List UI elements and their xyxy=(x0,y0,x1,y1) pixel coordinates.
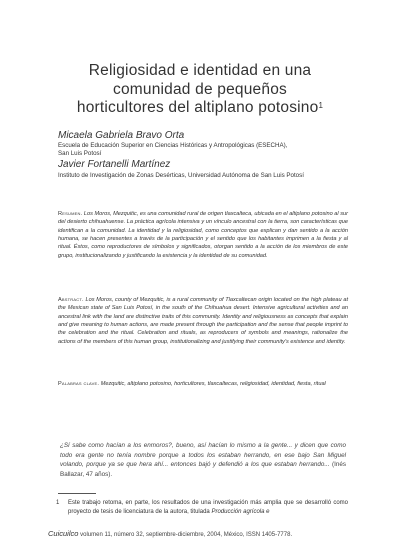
resumen-text: Los Moros, Mezquitic, es una comunidad rural de origen tlaxcalteca, ubicada en el altiplano potosino al sur del desierto chihuahuense. La práctica agrícola intensiva y un vínculo ancestral con la tierra, son características que identifican a la comunidad. La identidad y la religiosidad, como conceptos que explican y dan sentido a la acción humana, se hacen presentes a través de la participación y el sentido que los habitantes imprimen a la fiesta y al ritual. Éstos, como reproductores de símbolos y significados, otorgan sentido a la acción de los miembros de este grupo, institucionalizando y justificando la existencia y la identidad de su comunidad. xyxy=(58,211,348,259)
abstract-paragraph xyxy=(58,296,348,346)
author-affiliation-2 xyxy=(58,172,348,180)
abstract-text: Los Moros, county of Mezquitic, is a rural community of Tlaxcaltecan origin located on the high plateau at the Mexican state of San Luis Potosí, in the south of the Chihuahua desert. Intensive agricultural activities and an ancestral link with the land are distinctive traits of this community. Identity and religiousness as concepts that explain and give meaning to human actions, are made present through the participation and the sense that people imprint to the celebration and the ritual. Celebration and rituals, as reproducers of symbols and meanings, rationalize the actions of the members of this human group, institutionalizing and justifying their community's existence and identity. xyxy=(58,297,348,345)
epigraph-quote: ¿Sí sabe como hacían a los enmoros?, bueno, así hacían lo mismo a la gente... y dicen que como todo era gente no tenía nombre porque a todos los estaban herrando, en ese bajo San Miguel volando, porque ya se que hera ahí... entonces bajó y defendió a los que estaban herrando... xyxy=(60,442,346,469)
author-affiliation-1 xyxy=(58,142,348,159)
title-line-2: comunidad de pequeños xyxy=(113,80,287,98)
author-name-2: Javier Fortanelli Martínez xyxy=(58,159,171,170)
keywords-label: Palabras clave. xyxy=(58,381,100,387)
title-footnote-mark[interactable]: 1 xyxy=(318,101,324,110)
author-name-1: Micaela Gabriela Bravo Orta xyxy=(58,130,185,141)
footnote-italic-tail: Producción agrícola e xyxy=(211,509,270,515)
resumen-paragraph xyxy=(58,210,348,260)
affiliation-2-line-1: Instituto de Investigación de Zonas Desérticas, Universidad Autónoma de San Luis Potosí xyxy=(58,172,304,179)
title-line-3-text: horticultores del altiplano potosino xyxy=(76,99,319,116)
footnote-body xyxy=(58,499,348,517)
keywords-text: Mezquitic, altiplano potosino, horticultores, tlaxcaltecas, religiosidad, identidad, fiesta, ritual xyxy=(100,381,326,387)
footnote-divider xyxy=(58,493,96,494)
keywords-paragraph xyxy=(58,380,348,388)
page-footer xyxy=(48,530,368,539)
article-title xyxy=(40,62,360,118)
epigraph-attribution: (Inés Ballazar, 47 años). xyxy=(60,461,346,478)
journal-logo: Cuicuilco xyxy=(48,529,79,538)
affiliation-1-line-1: Escuela de Educación Superior en Ciencias Históricas y Antropológicas (ESECHA), xyxy=(58,142,288,149)
footnote xyxy=(58,499,348,517)
affiliation-1-line-2: San Luis Potosí xyxy=(58,150,102,158)
footnote-text: Este trabajo retoma, en parte, los resultados de una investigación más amplia que se desarrolló como proyecto de tesis de licenciatura de la autora, titulada xyxy=(68,500,348,515)
epigraph xyxy=(60,441,346,479)
abstract-label: Abstract. xyxy=(58,297,84,303)
resumen-label: Resumen. xyxy=(58,211,83,217)
footnote-number: 1 xyxy=(56,500,60,506)
title-line-1: Religiosidad e identidad en una xyxy=(88,62,312,79)
journal-citation: volumen 11, número 32, septiembre-diciembre, 2004, México, ISSN 1405-7778. xyxy=(80,532,293,538)
title-line-3 xyxy=(40,99,360,118)
